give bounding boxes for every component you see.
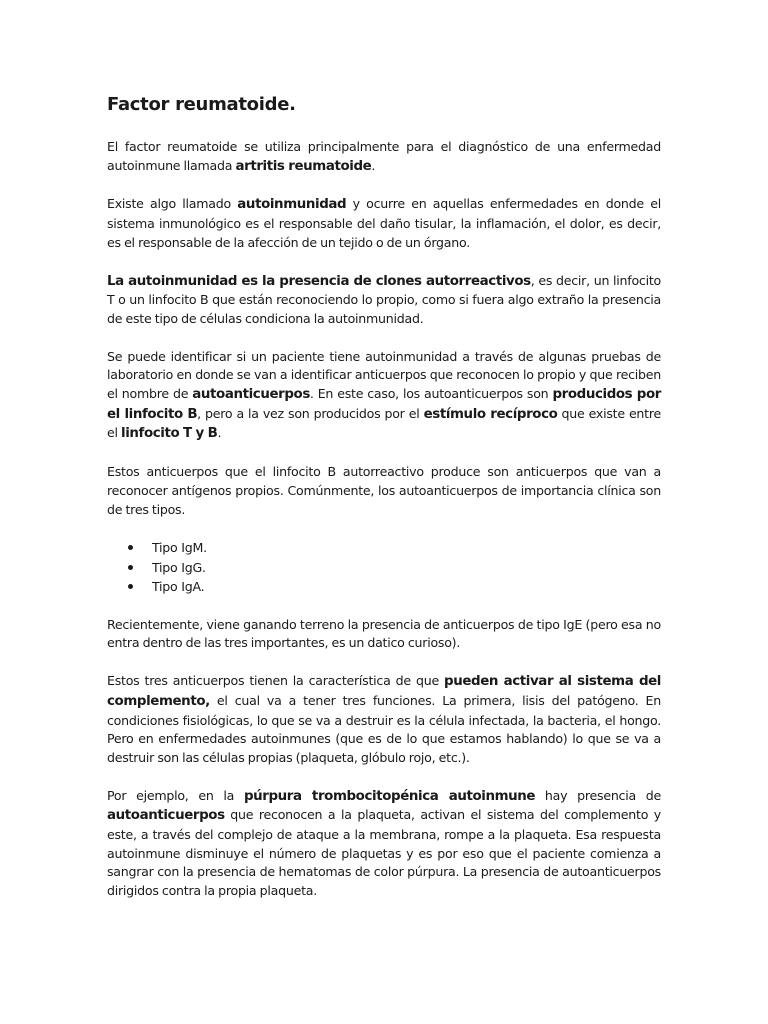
paragraph-5: Estos anticuerpos que el linfocito B autorreactivo produce son anticuerpos que van a reconocer antígenos propios. Comúnmente, los autoanticuerpos de importancia clínica son de tres tipos. — [107, 464, 661, 517]
text-span: el cual va a tener tres funciones. La primera, lisis del patógeno. En condiciones fisiológicas, lo que se va a destruir es la célula infectada, la bacteria, el hongo. Pero en enfermedades autoinmunes (que es de lo que estamos hablando) lo que se va a destruir son las células propias (plaqueta, glóbulo rojo, etc.). — [107, 692, 661, 765]
text-span: que existe entre el — [107, 405, 662, 441]
bullet-icon — [128, 565, 133, 570]
text-span: . — [217, 425, 222, 441]
bold-term: linfocito T y B — [121, 426, 218, 442]
text-span: , es decir, un linfocito T o un linfocito B que están reconociendo lo propio, como si fuera algo extraño la presencia de este tipo de células condiciona la autoinmunidad. — [107, 272, 661, 326]
paragraph-3 — [107, 272, 661, 329]
bold-term: producidos por el linfocito B — [107, 387, 661, 422]
list-item — [128, 577, 661, 597]
bold-term: púrpura trombocitopénica autoinmune — [243, 788, 536, 804]
paragraph-7 — [107, 672, 661, 768]
paragraph-8 — [107, 787, 661, 901]
list-item — [128, 558, 661, 578]
bold-term: artritis reumatoide — [235, 158, 372, 174]
bold-term: autoinmunidad — [237, 197, 347, 213]
text-span: Por ejemplo, en la — [107, 787, 244, 803]
text-span: . En este caso, los autoanticuerpos son — [309, 386, 553, 402]
bullet-icon — [128, 545, 133, 550]
text-span: Se puede identificar si un paciente tiene autoinmunidad a través de algunas pruebas de laboratorio en donde se van a identificar anticuerpos que reconocen lo propio y que reciben el nombre de — [107, 348, 661, 402]
list-item — [128, 538, 661, 558]
bold-term: estímulo recíproco — [423, 406, 558, 422]
list-item-label: Tipo IgG. — [152, 559, 206, 575]
text-span: Existe algo llamado — [107, 196, 238, 212]
text-span: que reconocen a la plaqueta, activan el sistema del complemento y este, a través del complejo de ataque a la membrana, rompe a la plaqueta. Esa respuesta autoinmune disminuye el número de plaquetas y es por eso que el paciente comienza a sangrar con la presencia de hematomas de color púrpura. La presencia de autoanticuerpos dirigidos contra la propia plaqueta. — [107, 807, 661, 899]
paragraph-2 — [107, 195, 661, 252]
text-span: y ocurre en aquellas enfermedades en donde el sistema inmunológico es el responsable del daño tisular, la inflamación, el dolor, es decir, es el responsable de la afección de un tejido o de un órgano. — [107, 196, 661, 250]
paragraph-4 — [107, 348, 661, 445]
list-item-label: Tipo IgM. — [152, 540, 207, 556]
bold-term: autoanticuerpos — [107, 808, 225, 824]
document-page — [107, 92, 661, 920]
text-span: Estos tres anticuerpos tienen la característica de que — [107, 673, 445, 689]
text-span: El factor reumatoide se utiliza principalmente para el diagnóstico de una enfermedad autoinmune llamada — [107, 139, 661, 173]
bullet-icon — [128, 584, 133, 589]
bold-term: pueden activar al sistema del complemento, — [107, 674, 662, 709]
list-item-label: Tipo IgA. — [152, 579, 205, 595]
bold-term: autoanticuerpos — [192, 387, 310, 403]
antibody-type-list — [107, 538, 661, 597]
bold-term: La autoinmunidad es la presencia de clones autorreactivos — [107, 273, 531, 289]
paragraph-1 — [107, 138, 661, 176]
text-span: hay presencia de — [535, 787, 661, 803]
text-span: , pero a la vez son producidos por el — [197, 405, 424, 421]
text-span: . — [371, 157, 376, 173]
paragraph-6: Recientemente, viene ganando terreno la presencia de anticuerpos de tipo IgE (pero esa no entra dentro de las tres importantes, es un datico curioso). — [107, 616, 661, 651]
document-title: Factor reumatoide. — [107, 94, 296, 115]
